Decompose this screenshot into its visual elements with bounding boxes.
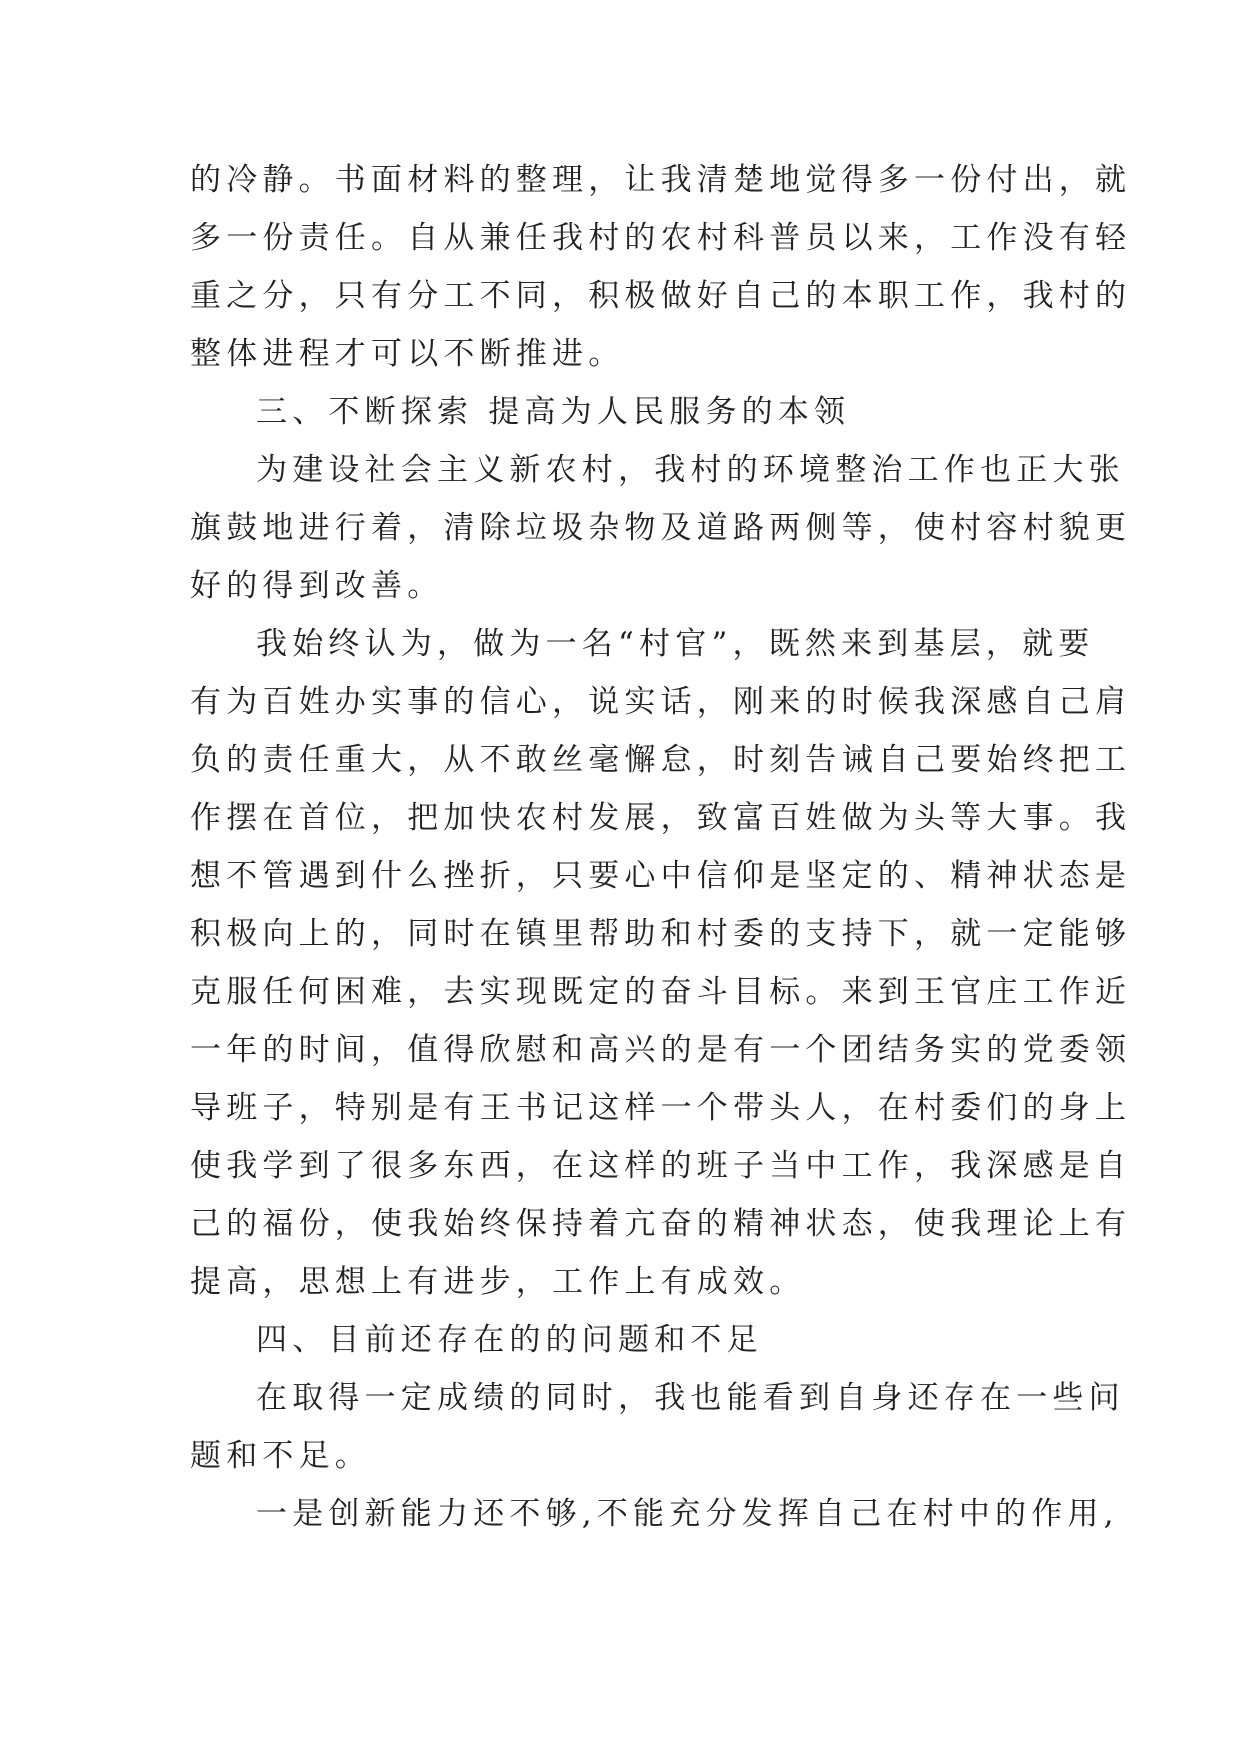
text-line-13: 想不管遇到什么挫折，只要心中信仰是坚定的、精神状态是 [190,858,1132,894]
text-line-3: 重之分，只有分工不同，积极做好自己的本职工作，我村的 [190,278,1132,314]
text-line-23: 题和不足。 [190,1438,371,1474]
text-line-16: 一年的时间，值得欣慰和高兴的是有一个团结务实的党委领 [190,1032,1132,1068]
text-line-14: 积极向上的，同时在镇里帮助和村委的支持下，就一定能够 [190,916,1132,952]
section-heading-3: 三、不断探索 提高为人民服务的本领 [256,394,851,430]
text-line-18: 使我学到了很多东西，在这样的班子当中工作，我深感是自 [190,1148,1132,1184]
text-line-6: 为建设社会主义新农村，我村的环境整治工作也正大张 [256,452,1125,488]
text-line-1: 的冷静。书面材料的整理，让我清楚地觉得多一份付出，就 [190,162,1132,198]
text-line-9: 我始终认为，做为一名“村官”，既然来到基层，就要 [256,626,1095,662]
text-line-24: 一是创新能力还不够,不能充分发挥自己在村中的作用, [256,1496,1119,1532]
text-line-22: 在取得一定成绩的同时，我也能看到自身还存在一些问 [256,1380,1125,1416]
text-line-17: 导班子，特别是有王书记这样一个带头人，在村委们的身上 [190,1090,1132,1126]
text-line-15: 克服任何困难，去实现既定的奋斗目标。来到王官庄工作近 [190,974,1132,1010]
text-line-20: 提高，思想上有进步，工作上有成效。 [190,1264,806,1300]
text-line-12: 作摆在首位，把加快农村发展，致富百姓做为头等大事。我 [190,800,1132,836]
section-heading-4: 四、目前还存在的的问题和不足 [256,1322,763,1358]
text-line-10: 有为百姓办实事的信心，说实话，刚来的时候我深感自己肩 [190,684,1132,720]
text-line-19: 己的福份，使我始终保持着亢奋的精神状态，使我理论上有 [190,1206,1132,1242]
text-line-8: 好的得到改善。 [190,568,444,604]
text-line-7: 旗鼓地进行着，清除垃圾杂物及道路两侧等，使村容村貌更 [190,510,1132,546]
text-line-4: 整体进程才可以不断推进。 [190,336,625,372]
text-line-2: 多一份责任。自从兼任我村的农村科普员以来，工作没有轻 [190,220,1132,256]
text-line-11: 负的责任重大，从不敢丝毫懈怠，时刻告诫自己要始终把工 [190,742,1132,778]
